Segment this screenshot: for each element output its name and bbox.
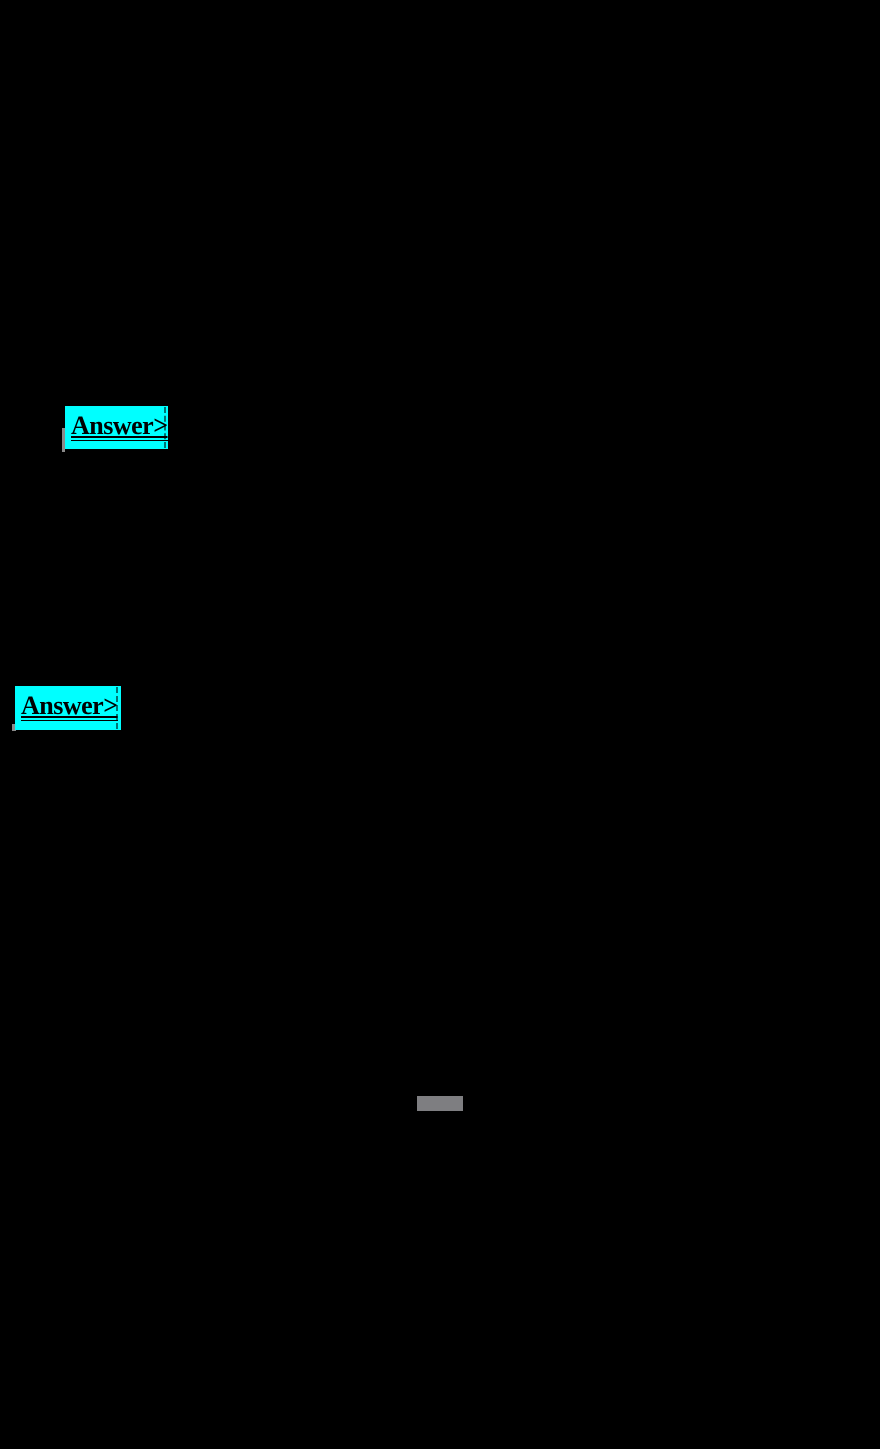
- answer-link-1[interactable]: [65, 406, 168, 449]
- answer-link-2[interactable]: [15, 686, 121, 730]
- answer-link-1-label: Answer>: [71, 411, 168, 440]
- placeholder-box: [417, 1096, 463, 1111]
- answer-link-1-selection-edge: [164, 407, 166, 448]
- answer-link-2-selection-edge: [116, 687, 118, 729]
- answer-link-2-label: Answer>: [21, 691, 118, 720]
